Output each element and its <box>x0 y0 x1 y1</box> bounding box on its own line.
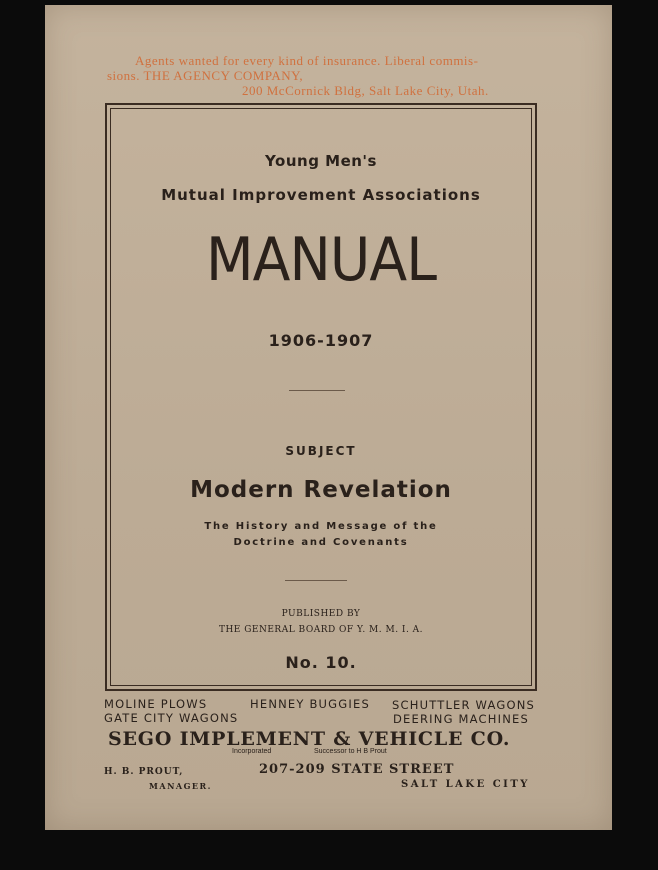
subject-title: Modern Revelation <box>190 477 452 503</box>
org-line-2: Mutual Improvement Associations <box>161 186 481 204</box>
product-moline-plows: MOLINE PLOWS <box>104 697 208 711</box>
years: 1906-1907 <box>268 331 374 350</box>
divider <box>289 390 345 391</box>
subject-label: SUBJECT <box>285 444 357 458</box>
address: 207-209 STATE STREET <box>259 762 455 777</box>
company-name: SEGO IMPLEMENT & VEHICLE CO. <box>108 728 511 750</box>
subtitle-line-1: The History and Message of the <box>204 521 438 532</box>
ad-line-3: 200 McCornick Bldg, Salt Lake City, Utah. <box>242 83 489 98</box>
product-schuttler-wagons: SCHUTTLER WAGONS <box>392 698 536 712</box>
product-gate-city-wagons: GATE CITY WAGONS <box>104 711 239 725</box>
divider <box>285 580 347 581</box>
published-by: PUBLISHED BY <box>281 609 361 619</box>
issue-number: No. 10. <box>285 653 357 672</box>
subtitle-line-2: Doctrine and Covenants <box>233 537 409 548</box>
org-line-1: Young Men's <box>265 152 377 170</box>
city: SALT LAKE CITY <box>401 779 530 790</box>
incorporated: Incorporated <box>232 748 272 755</box>
title-frame <box>105 103 537 691</box>
manager-title: MANAGER. <box>149 781 212 791</box>
ad-line-1: Agents wanted for every kind of insurance. Liberal commis- <box>135 53 479 68</box>
product-henney-buggies: HENNEY BUGGIES <box>250 697 370 711</box>
manual-title: MANUAL <box>205 225 437 295</box>
product-deering-machines: DEERING MACHINES <box>393 712 529 726</box>
publisher: THE GENERAL BOARD OF Y. M. M. I. A. <box>218 625 424 635</box>
ad-line-2: sions. THE AGENCY COMPANY, <box>107 68 304 83</box>
successor: Successor to H B Prout <box>314 748 387 755</box>
manager-name: H. B. PROUT, <box>104 767 184 777</box>
